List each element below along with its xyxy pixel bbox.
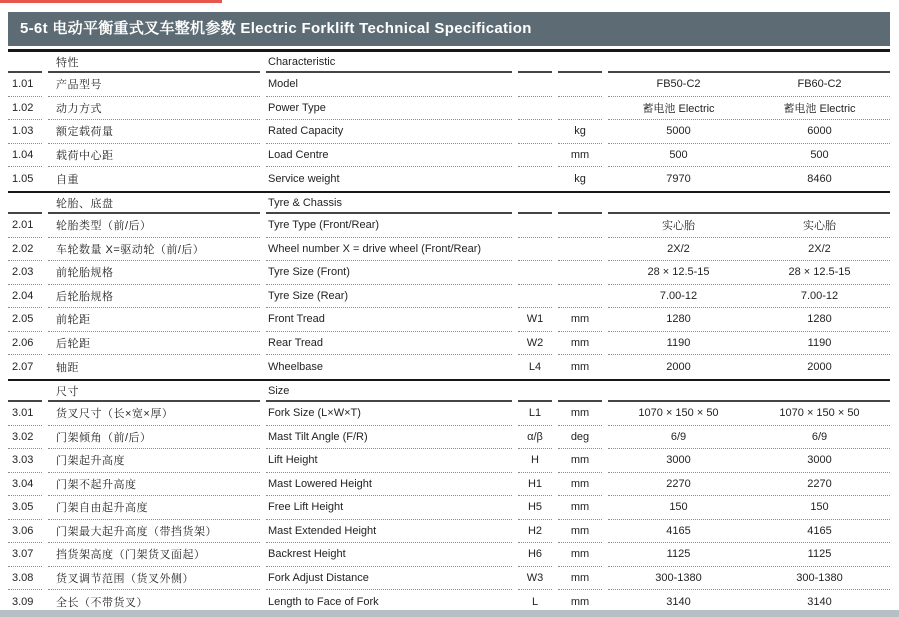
section-number-cell bbox=[8, 193, 42, 214]
section-header-row bbox=[8, 52, 890, 73]
spec-table bbox=[8, 49, 890, 614]
row-unit: mm bbox=[558, 402, 602, 426]
row-value-fb50: 28 × 12.5-15 bbox=[647, 266, 710, 279]
row-label-cn: 门架自由起升高度 bbox=[48, 496, 260, 520]
row-value-fb60: 1070 × 150 × 50 bbox=[779, 407, 860, 420]
row-number: 2.05 bbox=[8, 308, 42, 332]
row-symbol: L4 bbox=[528, 360, 542, 373]
row-value-fb60: 蓄电池 Electric bbox=[783, 102, 856, 115]
row-label-en: Wheel number X = drive wheel (Front/Rear) bbox=[266, 238, 512, 262]
section-values-cell bbox=[608, 381, 890, 402]
row-values-inner bbox=[608, 261, 890, 284]
row-label-en: Model bbox=[266, 73, 512, 97]
row-unit: mm bbox=[558, 332, 602, 356]
row-values-inner bbox=[608, 332, 890, 355]
row-number: 1.03 bbox=[8, 120, 42, 144]
section-number-cell bbox=[8, 52, 42, 73]
row-label-en: Front Tread bbox=[266, 308, 512, 332]
row-unit: kg bbox=[574, 172, 586, 185]
row-values bbox=[608, 308, 890, 332]
row-value-fb50: 1125 bbox=[666, 548, 691, 561]
row-value-fb60: 500 bbox=[810, 148, 829, 161]
row-label-en: Lift Height bbox=[266, 449, 512, 473]
table-row bbox=[8, 332, 890, 356]
row-label-cn: 门架倾角（前/后） bbox=[48, 426, 260, 450]
row-values bbox=[608, 285, 890, 309]
row-label-cn: 轴距 bbox=[56, 361, 79, 374]
row-number: 3.05 bbox=[8, 496, 42, 520]
row-unit bbox=[558, 214, 602, 238]
row-symbol bbox=[518, 73, 552, 97]
row-values-inner bbox=[608, 238, 890, 261]
row-value-fb60: 4165 bbox=[807, 524, 832, 537]
row-number: 2.07 bbox=[12, 360, 34, 373]
row-unit: mm bbox=[558, 567, 602, 591]
row-values-inner bbox=[608, 73, 890, 96]
table-row bbox=[8, 285, 890, 309]
row-label-en: Mast Extended Height bbox=[266, 520, 512, 544]
table-row bbox=[8, 496, 890, 520]
row-symbol bbox=[518, 285, 552, 309]
row-values-inner bbox=[608, 355, 890, 379]
section-values-cell bbox=[608, 52, 890, 73]
row-label-cn: 货叉尺寸（长×宽×厚） bbox=[48, 402, 260, 426]
row-number: 2.02 bbox=[8, 238, 42, 262]
row-value-fb60: 实心胎 bbox=[803, 220, 836, 233]
row-value-fb60: 300-1380 bbox=[796, 571, 843, 584]
row-number: 2.04 bbox=[8, 285, 42, 309]
row-unit: deg bbox=[558, 426, 602, 450]
table-row bbox=[8, 238, 890, 262]
row-unit: mm bbox=[570, 595, 590, 608]
row-symbol bbox=[518, 120, 552, 144]
accent-top-line bbox=[0, 0, 222, 3]
row-values-inner bbox=[608, 120, 890, 143]
row-value-fb60: 8460 bbox=[807, 172, 832, 185]
row-values-inner bbox=[608, 496, 890, 519]
row-label-cn: 产品型号 bbox=[48, 73, 260, 97]
row-label-en: Tyre Type (Front/Rear) bbox=[266, 214, 512, 238]
row-unit: mm bbox=[558, 496, 602, 520]
table-row bbox=[8, 214, 890, 238]
row-values-inner bbox=[608, 473, 890, 496]
row-values-inner bbox=[608, 308, 890, 331]
row-value-fb60: 1280 bbox=[807, 313, 832, 326]
row-unit: kg bbox=[558, 120, 602, 144]
row-values bbox=[608, 402, 890, 426]
row-values bbox=[608, 520, 890, 544]
row-number: 3.09 bbox=[12, 595, 34, 608]
row-values-inner bbox=[608, 426, 890, 449]
row-label-en: Free Lift Height bbox=[266, 496, 512, 520]
row-values bbox=[608, 426, 890, 450]
section-values-cell bbox=[608, 193, 890, 214]
table-row bbox=[8, 567, 890, 591]
row-label-cn: 自重 bbox=[56, 173, 79, 186]
row-values bbox=[608, 261, 890, 285]
row-value-fb60: 2X/2 bbox=[808, 242, 831, 255]
row-values bbox=[608, 449, 890, 473]
row-value-fb50: 500 bbox=[669, 148, 688, 161]
row-value-fb50: 150 bbox=[669, 501, 688, 514]
row-label-en: Backrest Height bbox=[266, 543, 512, 567]
row-values-inner bbox=[608, 167, 890, 191]
row-values bbox=[608, 120, 890, 144]
row-number: 3.07 bbox=[8, 543, 42, 567]
row-number: 2.03 bbox=[8, 261, 42, 285]
row-symbol: W1 bbox=[518, 308, 552, 332]
row-values bbox=[608, 543, 890, 567]
section-unit-cell bbox=[558, 52, 602, 73]
row-value-fb50: 2000 bbox=[666, 360, 691, 373]
row-value-fb60: 2270 bbox=[807, 477, 832, 490]
row-label-en: Load Centre bbox=[266, 144, 512, 168]
row-symbol bbox=[518, 167, 552, 191]
row-label-cn: 门架起升高度 bbox=[48, 449, 260, 473]
row-value-fb50: 2270 bbox=[666, 477, 691, 490]
row-symbol: H5 bbox=[518, 496, 552, 520]
row-label-en: Power Type bbox=[266, 97, 512, 121]
row-values-inner bbox=[608, 402, 890, 425]
row-value-fb50: 7970 bbox=[666, 172, 691, 185]
section-header-row bbox=[8, 193, 890, 214]
row-values bbox=[608, 97, 890, 121]
row-values bbox=[608, 473, 890, 497]
table-row bbox=[8, 73, 890, 97]
row-label-cn: 货叉调节范围（货叉外侧） bbox=[48, 567, 260, 591]
row-symbol bbox=[518, 214, 552, 238]
row-label-cn: 挡货架高度（门架货叉面起） bbox=[48, 543, 260, 567]
section-title-cn: 特性 bbox=[48, 52, 260, 73]
table-row bbox=[8, 144, 890, 168]
row-value-fb50: 3140 bbox=[666, 595, 691, 608]
row-values-inner bbox=[608, 144, 890, 167]
row-label-en: Service weight bbox=[268, 172, 340, 185]
section-title-cn: 轮胎、底盘 bbox=[48, 193, 260, 214]
row-values bbox=[608, 567, 890, 591]
row-label-cn: 前轮胎规格 bbox=[48, 261, 260, 285]
bottom-strip bbox=[0, 610, 899, 617]
row-label-en: Mast Tilt Angle (F/R) bbox=[266, 426, 512, 450]
row-values bbox=[608, 332, 890, 356]
row-number: 1.04 bbox=[8, 144, 42, 168]
section-header-row bbox=[8, 381, 890, 402]
row-label-en: Wheelbase bbox=[268, 360, 324, 373]
row-unit: mm bbox=[558, 449, 602, 473]
row-symbol bbox=[518, 144, 552, 168]
section-unit-cell bbox=[558, 381, 602, 402]
row-values-inner bbox=[608, 449, 890, 472]
row-label-en: Rear Tread bbox=[266, 332, 512, 356]
row-values-inner bbox=[608, 520, 890, 543]
row-symbol: H bbox=[518, 449, 552, 473]
row-value-fb50: 1280 bbox=[666, 313, 691, 326]
row-number: 3.03 bbox=[8, 449, 42, 473]
row-value-fb50: 300-1380 bbox=[655, 571, 702, 584]
table-row bbox=[8, 402, 890, 426]
row-unit bbox=[558, 261, 602, 285]
row-value-fb60: 6000 bbox=[807, 125, 832, 138]
row-values-inner bbox=[608, 543, 890, 566]
row-label-cn: 载荷中心距 bbox=[48, 144, 260, 168]
row-value-fb60: 150 bbox=[810, 501, 829, 514]
table-row bbox=[8, 426, 890, 450]
row-label-cn: 车轮数量 X=驱动轮（前/后） bbox=[48, 238, 260, 262]
row-value-fb60: 7.00-12 bbox=[800, 289, 839, 302]
row-symbol: W3 bbox=[518, 567, 552, 591]
table-row bbox=[8, 355, 890, 379]
row-symbol: L1 bbox=[518, 402, 552, 426]
table-row bbox=[8, 520, 890, 544]
row-number: 3.02 bbox=[8, 426, 42, 450]
row-unit bbox=[558, 285, 602, 309]
table-row bbox=[8, 473, 890, 497]
row-value-fb50: 1190 bbox=[666, 336, 691, 349]
row-value-fb50: 1070 × 150 × 50 bbox=[638, 407, 719, 420]
row-label-en: Mast Lowered Height bbox=[266, 473, 512, 497]
row-value-fb60: 6/9 bbox=[811, 430, 828, 443]
row-label-en: Rated Capacity bbox=[266, 120, 512, 144]
row-values bbox=[608, 355, 890, 379]
row-values-inner bbox=[608, 97, 890, 120]
row-symbol bbox=[518, 238, 552, 262]
row-unit: mm bbox=[558, 520, 602, 544]
row-value-fb60: 2000 bbox=[807, 360, 832, 373]
page-title: 5-6t 电动平衡重式叉车整机参数 Electric Forklift Technical Specification bbox=[8, 12, 890, 46]
section-symbol-cell bbox=[518, 381, 552, 402]
row-label-cn: 门架不起升高度 bbox=[48, 473, 260, 497]
row-values bbox=[608, 167, 890, 191]
row-value-fb50: 2X/2 bbox=[667, 242, 690, 255]
row-label-cn: 轮胎类型（前/后） bbox=[48, 214, 260, 238]
table-row bbox=[8, 449, 890, 473]
row-value-fb50: 5000 bbox=[666, 125, 691, 138]
row-symbol: W2 bbox=[518, 332, 552, 356]
row-unit: mm bbox=[558, 473, 602, 497]
row-value-fb60: 3000 bbox=[807, 454, 832, 467]
row-symbol: H2 bbox=[518, 520, 552, 544]
row-values-inner bbox=[608, 285, 890, 308]
table-row bbox=[8, 120, 890, 144]
row-unit bbox=[558, 238, 602, 262]
table-row bbox=[8, 543, 890, 567]
row-label-en: Length to Face of Fork bbox=[268, 595, 379, 608]
row-number: 3.08 bbox=[8, 567, 42, 591]
section-title-en: Tyre & Chassis bbox=[266, 193, 512, 214]
row-number: 1.05 bbox=[12, 172, 34, 185]
row-number: 3.01 bbox=[8, 402, 42, 426]
row-values bbox=[608, 214, 890, 238]
row-number: 2.01 bbox=[8, 214, 42, 238]
row-values bbox=[608, 144, 890, 168]
row-values bbox=[608, 238, 890, 262]
row-unit bbox=[558, 97, 602, 121]
section-title-en: Characteristic bbox=[266, 52, 512, 73]
row-unit: mm bbox=[558, 308, 602, 332]
row-label-cn: 全长（不带货叉） bbox=[56, 596, 148, 609]
row-value-fb60: 1125 bbox=[807, 548, 832, 561]
row-value-fb50: 6/9 bbox=[670, 430, 687, 443]
row-value-fb60: 1190 bbox=[807, 336, 832, 349]
row-label-cn: 前轮距 bbox=[48, 308, 260, 332]
row-unit bbox=[558, 73, 602, 97]
row-symbol bbox=[518, 97, 552, 121]
section-title-cn: 尺寸 bbox=[48, 381, 260, 402]
row-value-fb60: 3140 bbox=[807, 595, 832, 608]
row-number: 2.06 bbox=[8, 332, 42, 356]
row-unit: mm bbox=[558, 543, 602, 567]
row-label-en: Tyre Size (Rear) bbox=[266, 285, 512, 309]
row-label-cn: 门架最大起升高度（带挡货架） bbox=[48, 520, 260, 544]
row-value-fb50: 7.00-12 bbox=[659, 289, 698, 302]
row-value-fb50: 蓄电池 Electric bbox=[642, 102, 715, 115]
row-label-en: Tyre Size (Front) bbox=[266, 261, 512, 285]
section-unit-cell bbox=[558, 193, 602, 214]
row-value-fb60: 28 × 12.5-15 bbox=[788, 266, 851, 279]
row-value-fb60: FB60-C2 bbox=[797, 78, 842, 91]
row-values bbox=[608, 496, 890, 520]
row-symbol bbox=[518, 261, 552, 285]
row-values-inner bbox=[608, 214, 890, 237]
row-label-cn: 后轮胎规格 bbox=[48, 285, 260, 309]
row-label-en: Fork Adjust Distance bbox=[266, 567, 512, 591]
row-value-fb50: FB50-C2 bbox=[656, 78, 701, 91]
row-symbol: α/β bbox=[518, 426, 552, 450]
row-values bbox=[608, 73, 890, 97]
row-number: 1.01 bbox=[8, 73, 42, 97]
table-row bbox=[8, 97, 890, 121]
row-symbol: H6 bbox=[518, 543, 552, 567]
row-label-cn: 额定载荷量 bbox=[48, 120, 260, 144]
section-symbol-cell bbox=[518, 193, 552, 214]
row-value-fb50: 实心胎 bbox=[662, 220, 695, 233]
row-values-inner bbox=[608, 567, 890, 590]
section-title-en: Size bbox=[266, 381, 512, 402]
table-row bbox=[8, 261, 890, 285]
row-label-en: Fork Size (L×W×T) bbox=[266, 402, 512, 426]
table-row bbox=[8, 167, 890, 191]
row-number: 3.06 bbox=[8, 520, 42, 544]
row-number: 1.02 bbox=[8, 97, 42, 121]
table-row bbox=[8, 308, 890, 332]
section-number-cell bbox=[8, 381, 42, 402]
row-unit: mm bbox=[570, 360, 590, 373]
section-symbol-cell bbox=[518, 52, 552, 73]
row-label-cn: 动力方式 bbox=[48, 97, 260, 121]
row-value-fb50: 4165 bbox=[666, 524, 691, 537]
row-symbol: L bbox=[531, 595, 539, 608]
row-label-cn: 后轮距 bbox=[48, 332, 260, 356]
row-number: 3.04 bbox=[8, 473, 42, 497]
row-symbol: H1 bbox=[518, 473, 552, 497]
row-value-fb50: 3000 bbox=[666, 454, 691, 467]
row-unit: mm bbox=[558, 144, 602, 168]
